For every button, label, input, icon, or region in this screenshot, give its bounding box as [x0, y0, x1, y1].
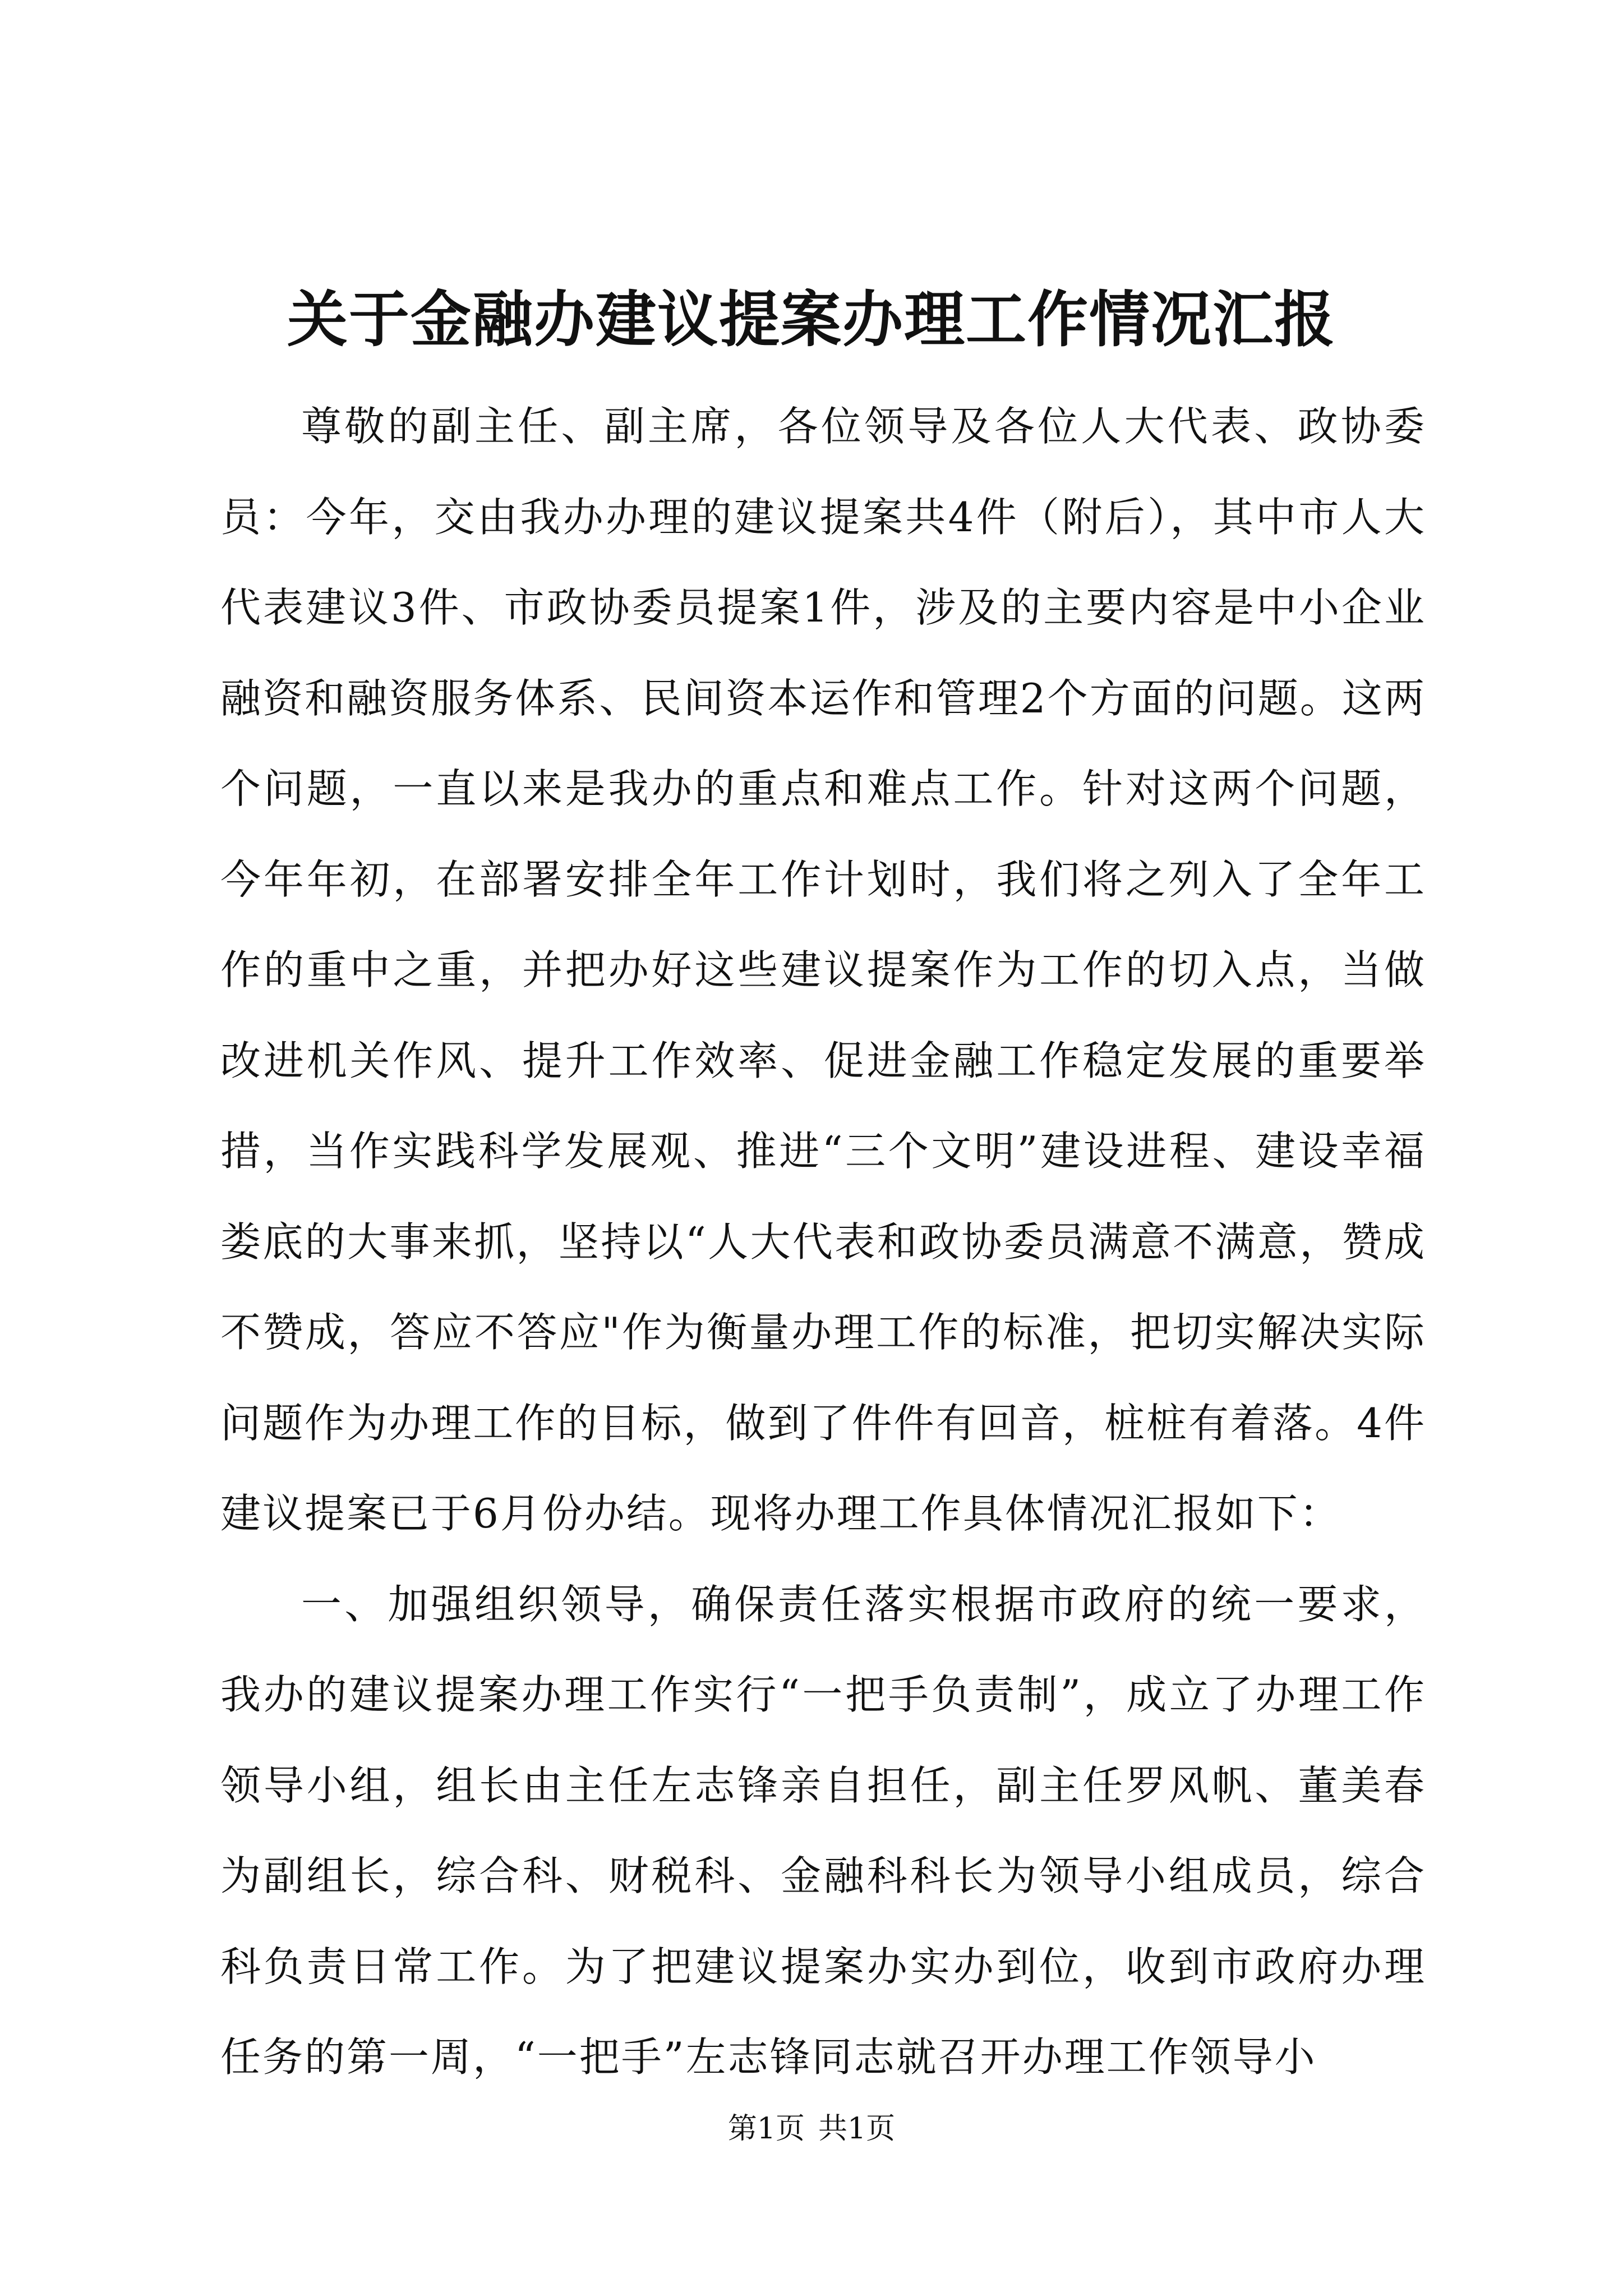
page-total: 共1页 — [818, 2112, 896, 2146]
paragraph-intro: 尊敬的副主任、副主席，各位领导及各位人大代表、政协委员：今年，交由我办办理的建议提案共4件（附后），其中市人大代表建议3件、市政协委员提案1件，涉及的主要内容是中小企业融资和融资服务体系、民间资本运作和管理2个方面的问题。这两个问题，一直以来是我办的重点和难点工作。针对这两个问题，今年年初，在部署安排全年工作计划时，我们将之列入了全年工作的重中之重，并把办好这些建议提案作为工作的切入点，当做改进机关作风、提升工作效率、促进金融工作稳定发展的重要举措，当作实践科学发展观、推进“三个文明”建设进程、建设幸福娄底的大事来抓，坚持以“人大代表和政协委员满意不满意，赞成不赞成，答应不答应"作为衡量办理工作的标准，把切实解决实际问题作为办理工作的目标，做到了件件有回音，桩桩有着落。4件建议提案已于6月份办结。现将办理工作具体情况汇报如下： — [220, 403, 1426, 1537]
document-title: 关于金融办建议提案办理工作情况汇报 — [287, 284, 1336, 355]
page-number: 第1页 — [727, 2112, 805, 2146]
paragraph-section-one: 一、加强组织领导，确保责任落实根据市政府的统一要求，我办的建议提案办理工作实行“一把手负责制”，成立了办理工作领导小组，组长由主任左志锋亲自担任，副主任罗风帆、董美春为副组长，综合科、财税科、金融科科长为领导小组成员，综合科负责日常工作。为了把建议提案办实办到位，收到市政府办理任务的第一周，“一把手”左志锋同志就召开办理工作领导小 — [220, 1580, 1426, 2081]
page-footer — [0, 2109, 1623, 2148]
document-body — [220, 381, 1426, 2103]
